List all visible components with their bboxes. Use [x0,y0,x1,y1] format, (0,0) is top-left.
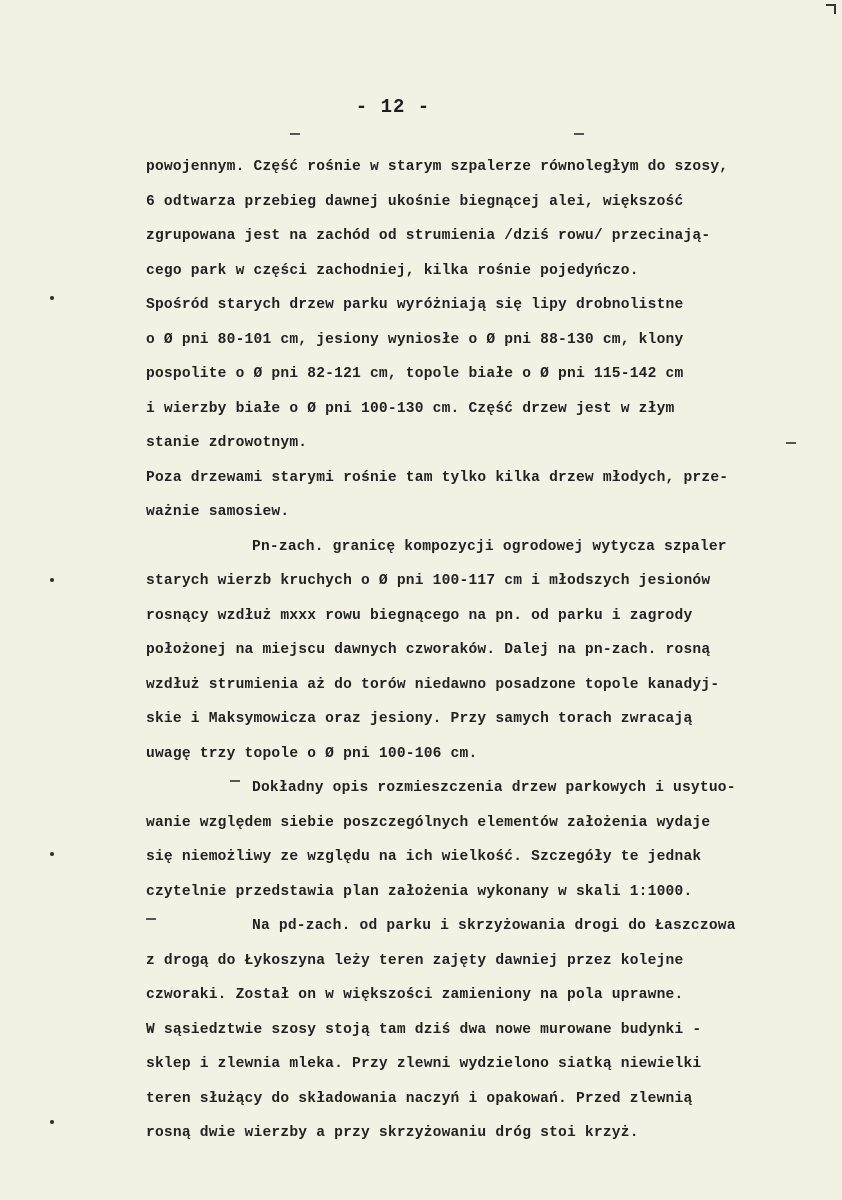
text-line: W sąsiedztwie szosy stoją tam dziś dwa nowe murowane budynki - [146,1021,702,1038]
text-line: Dokładny opis rozmieszczenia drzew parkowych i usytuo- [252,780,736,796]
text-line: położonej na miejscu dawnych czworaków. Dalej na pn-zach. rosną [146,642,711,658]
text-line: ważnie samosiew. [146,504,290,520]
text-line: powojennym. Część rośnie w starym szpalerze równoległym do szosy, [146,159,729,175]
text-line: wanie względem siebie poszczególnych elementów założenia wydaje [146,814,711,831]
text-line: 6 odtwarza przebieg dawnej ukośnie biegnącej alei, większość [146,193,684,210]
text-line: Spośród starych drzew parku wyróżniają się lipy drobnolistne [146,297,684,313]
text-line: o Ø pni 80-101 cm, jesiony wyniosłe o Ø pni 88-130 cm, klony [146,331,684,348]
text-line: rosnący wzdłuż mxxx rowu biegnącego na pn. od parku i zagrody [146,607,693,624]
text-line: stanie zdrowotnym. [146,435,308,451]
margin-dot [50,852,54,856]
text-line: czworaki. Został on w większości zamieniony na pola uprawne. [146,987,684,1003]
text-line: rosną dwie wierzby a przy skrzyżowaniu dróg stoi krzyż. [146,1125,639,1141]
margin-dot [50,1120,54,1124]
text-line: uwagę trzy topole o Ø pni 100-106 cm. [146,745,478,762]
text-line: cego park w części zachodniej, kilka rośnie pojedyńczo. [146,262,639,279]
margin-dot [50,578,54,582]
margin-tick [574,133,584,135]
text-line: Pn-zach. granicę kompozycji ogrodowej wytycza szpaler [252,538,727,555]
margin-dot [50,296,54,300]
text-line: i wierzby białe o Ø pni 100-130 cm. Część drzew jest w złym [146,400,675,417]
text-line: wzdłuż strumienia aż do torów niedawno posadzone topole kanadyj- [146,676,720,693]
text-line: teren służący do składowania naczyń i opakowań. Przed zlewnią [146,1090,693,1107]
text-line: zgrupowana jest na zachód od strumienia /dziś rowu/ przecinają- [146,228,711,244]
text-line: pospolite o Ø pni 82-121 cm, topole białe o Ø pni 115-142 cm [146,366,684,382]
text-line: się niemożliwy ze względu na ich wielkość. Szczegóły te jednak [146,849,702,865]
text-line: sklep i zlewnia mleka. Przy zlewni wydzielono siatką niewielki [146,1056,702,1072]
corner-mark [826,4,836,14]
margin-tick [290,133,300,135]
text-line: czytelnie przedstawia plan założenia wykonany w skali 1:1000. [146,883,693,900]
text-line: Poza drzewami starymi rośnie tam tylko kilka drzew młodych, prze- [146,469,729,486]
text-line: Na pd-zach. od parku i skrzyżowania drogi do Łaszczowa [252,918,736,934]
page-number: - 12 - [355,96,431,118]
document-body [146,150,836,1151]
text-line: starych wierzb kruchych o Ø pni 100-117 cm i młodszych jesionów [146,573,711,589]
text-line: skie i Maksymowicza oraz jesiony. Przy samych torach zwracają [146,711,693,727]
text-line: z drogą do Łykoszyna leży teren zajęty dawniej przez kolejne [146,952,684,969]
